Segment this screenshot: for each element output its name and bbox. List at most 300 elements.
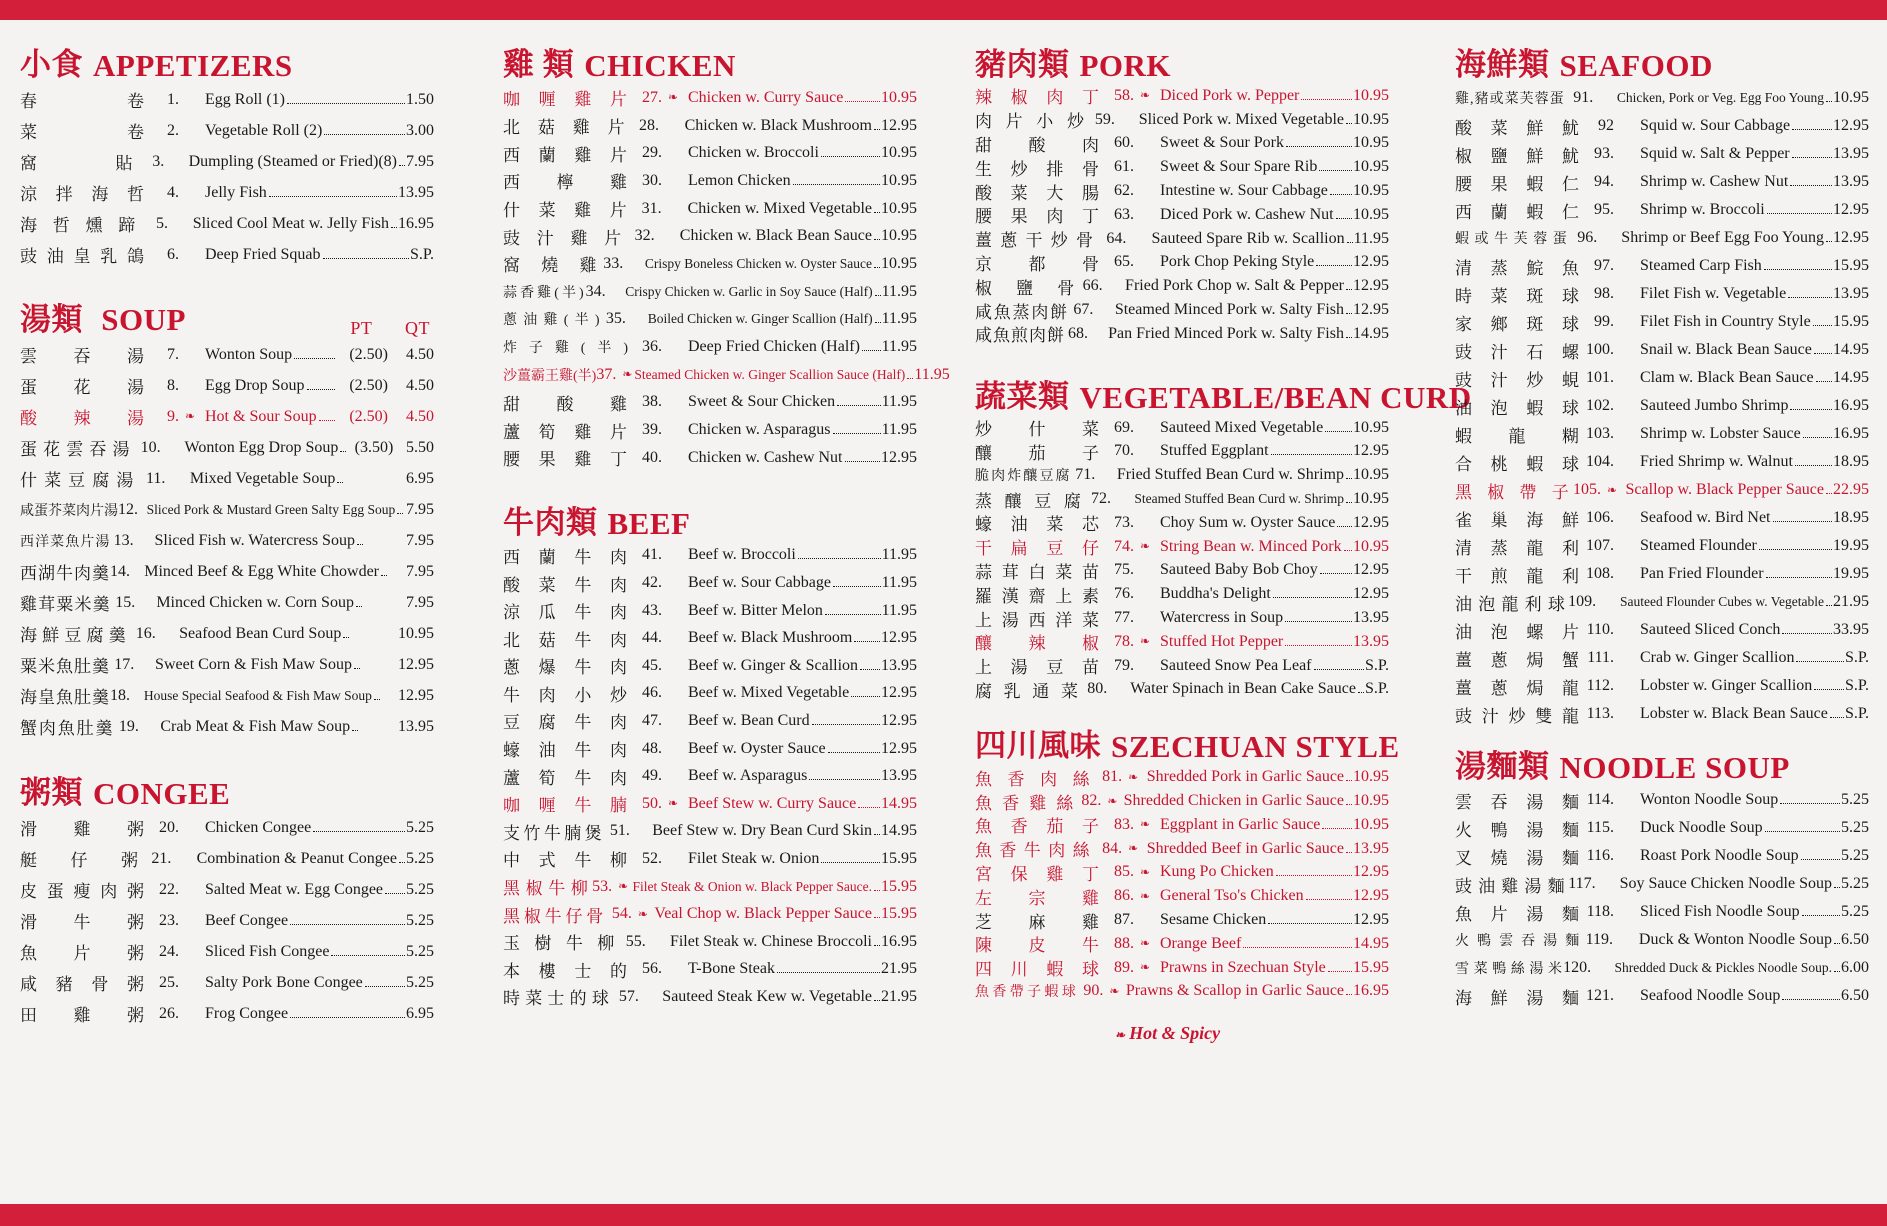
item-chinese-name: 雞茸粟米羹 — [20, 595, 111, 614]
item-number: 76. — [1114, 585, 1134, 603]
item-number: 6. — [167, 245, 179, 263]
item-english-name: Steamed Flounder — [1640, 537, 1757, 554]
menu-item-row — [975, 956, 1389, 980]
item-english-name: Choy Sum w. Oyster Sauce — [1160, 513, 1336, 531]
item-price: 6.50 — [1841, 931, 1869, 948]
menu-item-row — [503, 707, 917, 735]
item-number: 105. — [1573, 481, 1601, 498]
item-price: 12.95 — [881, 629, 917, 647]
item-english-name-line — [1640, 117, 1869, 135]
item-english-name: Watercress in Soup — [1160, 609, 1284, 627]
item-chinese-name: 蘆筍雞片 — [503, 422, 628, 442]
item-price: 15.95 — [1353, 958, 1389, 976]
section-title-zh: 湯類 — [20, 302, 83, 337]
item-english-name: Sweet Corn & Fish Maw Soup — [155, 655, 352, 673]
dot-leader — [1273, 597, 1352, 598]
menu-item-row — [1455, 84, 1869, 112]
menu-item-row — [975, 582, 1389, 606]
item-english-name: Crab Meat & Fish Maw Soup — [160, 717, 351, 735]
item-english-name-line — [1640, 987, 1869, 1005]
section-title — [20, 764, 434, 812]
menu-item-row — [975, 559, 1389, 583]
menu-item-row — [1455, 168, 1869, 196]
menu-item-row — [20, 680, 434, 711]
item-chinese-name: 肉片小炒 — [975, 112, 1085, 132]
hot-spicy-label: Hot & Spicy — [1129, 1023, 1221, 1044]
item-english-name: Mixed Vegetable Soup — [189, 469, 336, 487]
dot-leader — [1814, 353, 1832, 354]
dot-leader — [874, 945, 880, 946]
section-noodle-soup — [1455, 738, 1869, 1010]
menu-item-row — [975, 861, 1389, 885]
item-price: 10.95 — [881, 171, 917, 189]
dot-leader — [399, 165, 405, 166]
item-price: 10.95 — [881, 227, 917, 245]
item-number: 54. — [611, 905, 632, 923]
item-english-name: Filet Steak w. Onion — [688, 849, 820, 867]
dot-leader — [323, 258, 409, 259]
item-english-name: Filet Fish in Country Style — [1640, 313, 1811, 330]
item-english-name-line — [1640, 425, 1869, 443]
item-number: 96. — [1577, 229, 1598, 246]
item-english-name-line — [1620, 875, 1869, 893]
menu-item-row — [503, 542, 917, 570]
item-english-name-line — [1160, 87, 1389, 105]
item-price: 12.95 — [1353, 442, 1389, 460]
dot-leader — [1243, 947, 1352, 948]
dot-leader — [1795, 465, 1832, 466]
item-english-name: Squid w. Sour Cabbage — [1640, 117, 1791, 134]
item-number: 28. — [638, 116, 659, 134]
item-english-name: Seafood w. Bird Net — [1640, 509, 1771, 526]
item-english-name: Beef Stew w. Curry Sauce — [688, 794, 857, 812]
item-price: 10.95 — [1353, 134, 1389, 152]
item-english-name-line — [1640, 537, 1869, 555]
item-chinese-name: 西蘭雞片 — [503, 145, 628, 165]
dot-leader — [1790, 409, 1832, 410]
item-chinese-name: 火鴨雲吞湯麵 — [1455, 934, 1580, 949]
item-price-quart: 7.95 — [406, 562, 434, 580]
item-chinese-name: 魚片湯麵 — [1455, 904, 1580, 924]
section-title — [975, 36, 1389, 84]
item-english-name: Seafood Noodle Soup — [1640, 987, 1781, 1004]
item-number: 71. — [1075, 466, 1096, 484]
item-price: 11.95 — [881, 282, 918, 300]
item-english-name: Clam w. Black Bean Sauce — [1640, 369, 1814, 386]
item-english-name: Minced Beef & Egg White Chowder — [144, 562, 379, 580]
item-chinese-name: 魚片粥 — [20, 944, 145, 963]
item-english-name: T-Bone Steak — [688, 960, 775, 978]
item-english-name-line — [688, 629, 917, 647]
item-price: 10.95 — [1353, 537, 1389, 555]
menu-item-row — [20, 936, 434, 967]
item-english-name: Steamed Minced Pork w. Salty Fish — [1114, 301, 1344, 319]
item-english-name-line — [1640, 791, 1869, 809]
item-english-name-line — [205, 943, 434, 961]
dot-leader — [1268, 923, 1352, 924]
item-price: 12.95 — [1353, 301, 1389, 319]
item-chinese-name: 咸魚蒸肉餅 — [975, 302, 1069, 322]
menu-item-row — [503, 112, 917, 140]
item-english-name: Beef w. Sour Cabbage — [688, 574, 831, 592]
dot-leader — [1346, 852, 1352, 853]
section-title-en: CONGEE — [93, 776, 231, 811]
item-price: 5.25 — [406, 973, 434, 991]
item-english-name: Chicken w. Mixed Vegetable — [687, 199, 872, 217]
dot-leader — [1322, 828, 1352, 829]
item-chinese-name: 雀巢海鮮 — [1455, 510, 1580, 530]
menu-item-row — [503, 845, 917, 873]
item-price-quart: 7.95 — [406, 593, 434, 611]
dot-leader — [1328, 971, 1352, 972]
item-english-name: Lemon Chicken — [688, 171, 791, 189]
menu-item-row — [975, 678, 1389, 702]
item-number: 115. — [1586, 819, 1614, 836]
item-number: 72. — [1091, 490, 1111, 508]
item-price: 5.25 — [406, 911, 434, 929]
item-english-name: Deep Fried Chicken (Half) — [688, 338, 860, 356]
dot-leader — [307, 389, 335, 390]
item-list — [1455, 84, 1869, 728]
menu-item-row — [20, 370, 434, 401]
section-appetizers — [20, 36, 434, 270]
item-chinese-name: 春卷 — [20, 92, 145, 111]
item-chinese-name: 海鮮湯麵 — [1455, 988, 1580, 1008]
menu-item-row — [975, 84, 1389, 108]
dot-leader — [1816, 381, 1832, 382]
item-number: 42. — [642, 574, 662, 592]
item-chinese-name: 涼拌海哲 — [20, 185, 145, 204]
item-english-name: Diced Pork w. Cashew Nut — [1160, 205, 1334, 223]
item-english-name-line — [144, 563, 388, 581]
dot-leader — [331, 955, 405, 956]
pepper-icon: ❧ — [622, 367, 633, 382]
pepper-icon: ❧ — [1140, 864, 1151, 879]
item-price: 18.95 — [1833, 509, 1869, 526]
section-title-zh: 蔬菜類 — [975, 378, 1070, 414]
item-number: 74. — [1114, 537, 1134, 555]
item-english-name-line — [1125, 277, 1389, 295]
item-english-name-line — [1160, 538, 1389, 556]
item-english-name-line — [688, 393, 917, 411]
item-number: 46. — [642, 684, 662, 702]
item-english-name: Chicken Congee — [205, 818, 312, 836]
item-english-name: Duck Noodle Soup — [1640, 819, 1763, 836]
item-price: 13.95 — [1833, 285, 1869, 302]
item-number: 81. — [1102, 768, 1123, 786]
item-english-name: Beef w. Mixed Vegetable — [688, 684, 850, 702]
menu-column-1 — [20, 36, 434, 1029]
item-number: 120. — [1563, 959, 1592, 976]
item-price: 10.95 — [1352, 110, 1389, 128]
item-english-name: Beef w. Black Mushroom — [688, 629, 853, 647]
item-english-name-line — [1640, 649, 1869, 667]
dot-leader — [854, 641, 880, 642]
item-english-name: Squid w. Salt & Pepper — [1640, 145, 1790, 162]
item-number: 65. — [1114, 253, 1134, 271]
item-number: 82. — [1081, 792, 1102, 810]
item-english-name: Frog Congee — [205, 1004, 289, 1022]
item-number: 37. — [596, 365, 617, 383]
item-chinese-name: 牛肉小炒 — [503, 685, 628, 705]
item-english-name-line — [1151, 230, 1389, 248]
section-title-zh: 湯麵類 — [1455, 749, 1550, 784]
dot-leader — [319, 420, 335, 421]
item-english-name: Sliced Fish Congee — [205, 942, 330, 960]
item-price: 21.95 — [1833, 593, 1869, 610]
item-number: 48. — [642, 739, 662, 757]
pepper-icon: ❧ — [637, 906, 648, 921]
item-price: 11.95 — [881, 574, 917, 592]
item-english-name-line — [156, 594, 363, 612]
item-number: 60. — [1114, 134, 1134, 152]
section-title-en: VEGETABLE/BEAN CURD — [1079, 379, 1472, 415]
menu-item-row — [975, 155, 1389, 179]
dot-leader — [1319, 170, 1352, 171]
item-number: 106. — [1586, 509, 1614, 526]
dot-leader — [290, 1017, 405, 1018]
dot-leader — [1767, 213, 1832, 214]
pepper-icon: ❧ — [1140, 539, 1151, 554]
dot-leader — [1764, 269, 1832, 270]
menu-item-row — [975, 298, 1389, 322]
item-price: 16.95 — [1353, 982, 1390, 1000]
item-english-name: Egg Roll (1) — [205, 90, 285, 108]
dot-leader — [825, 614, 881, 615]
item-number: 20. — [159, 818, 179, 836]
menu-item-row — [1455, 112, 1869, 140]
item-english-name-line — [1160, 816, 1389, 834]
item-number: 91. — [1573, 89, 1594, 106]
item-chinese-name: 蝦或牛芙蓉蛋 — [1455, 232, 1567, 247]
item-english-name: Diced Pork w. Pepper — [1160, 86, 1300, 104]
dot-leader — [858, 807, 880, 808]
item-english-name-line — [688, 740, 917, 758]
item-number: 94. — [1594, 173, 1614, 190]
section-chicken — [503, 36, 950, 472]
pepper-icon: ❧ — [1140, 88, 1151, 103]
dot-leader — [845, 101, 880, 102]
item-english-name-line — [1640, 369, 1869, 387]
menu-item-row — [975, 274, 1389, 298]
item-number: 3. — [152, 152, 165, 170]
menu-item-row — [503, 195, 917, 223]
item-chinese-name: 西蘭蝦仁 — [1455, 202, 1580, 222]
item-number: 109. — [1568, 593, 1597, 610]
item-english-name: Filet Steak w. Chinese Broccoli — [669, 932, 872, 950]
item-english-name: Water Spinach in Bean Cake Sauce — [1130, 680, 1356, 698]
dot-leader — [1813, 325, 1832, 326]
dot-leader — [337, 482, 343, 483]
pepper-icon: ❧ — [1115, 1028, 1126, 1043]
item-english-name: Fried Stuffed Bean Curd w. Shrimp — [1116, 466, 1344, 484]
dot-leader — [833, 433, 881, 434]
menu-item-row — [1455, 982, 1869, 1010]
item-english-name-line — [688, 602, 917, 620]
item-chinese-name: 油泡螺片 — [1455, 622, 1580, 642]
item-english-name-line — [688, 960, 917, 978]
item-chinese-name: 北菇牛肉 — [503, 630, 628, 650]
dot-leader — [798, 558, 881, 559]
section-title-en: SEAFOOD — [1559, 48, 1713, 83]
dot-leader — [1782, 999, 1840, 1000]
dot-leader — [1826, 493, 1832, 494]
item-number: 1. — [167, 90, 179, 108]
item-english-name-line — [1639, 931, 1869, 949]
dot-leader — [287, 103, 405, 104]
section-title-en: SOUP — [101, 302, 186, 337]
item-price: 12.95 — [1833, 117, 1869, 134]
item-number: 40. — [642, 448, 662, 466]
dot-leader — [1814, 689, 1844, 690]
item-number: 35. — [605, 310, 626, 328]
item-chinese-name: 黑椒帶子 — [1455, 482, 1570, 502]
menu-item-row — [1455, 336, 1869, 364]
menu-item-row — [20, 339, 434, 370]
item-english-name-line — [205, 91, 434, 109]
dot-leader — [1285, 645, 1352, 646]
item-price: 7.95 — [405, 152, 434, 170]
item-price-pint: (2.50) — [349, 407, 388, 425]
menu-item-row — [1455, 672, 1869, 700]
dot-leader — [1301, 99, 1352, 100]
item-number: 47. — [642, 711, 662, 729]
item-number: 18. — [110, 686, 130, 704]
item-chinese-name: 豉汁雞片 — [503, 228, 623, 248]
item-price: 5.25 — [1841, 847, 1869, 864]
item-english-name-line — [1160, 633, 1389, 651]
menu-item-row — [1455, 280, 1869, 308]
dot-leader — [1826, 605, 1832, 606]
item-english-name: Wonton Noodle Soup — [1640, 791, 1779, 808]
menu-item-row — [503, 956, 917, 984]
item-chinese-name: 干扁豆仔 — [975, 539, 1100, 559]
item-english-name: Beef w. Oyster Sauce — [688, 739, 826, 757]
item-chinese-name: 滑雞粥 — [20, 820, 145, 839]
section-title-en: BEEF — [607, 505, 691, 541]
item-number: 69. — [1114, 418, 1134, 436]
item-number: 64. — [1106, 229, 1127, 247]
item-number: 31. — [641, 199, 662, 217]
item-english-name-line — [634, 366, 949, 384]
item-price: 14.95 — [881, 794, 917, 812]
item-price-pint: (2.50) — [349, 376, 388, 394]
item-chinese-name: 芝麻雞 — [975, 912, 1100, 932]
item-chinese-name: 黑椒牛柳 — [503, 879, 589, 899]
item-price: 13.95 — [398, 183, 434, 201]
item-price: 16.95 — [881, 932, 917, 950]
dot-leader — [874, 239, 880, 240]
item-english-name-line — [688, 200, 917, 218]
item-english-name-line — [685, 117, 917, 135]
item-english-name: Beef Congee — [205, 911, 289, 929]
menu-item-row — [975, 813, 1389, 837]
item-chinese-name: 蒸釀豆腐 — [975, 491, 1082, 511]
item-number: 68. — [1067, 324, 1088, 342]
item-number: 95. — [1594, 201, 1614, 218]
dot-leader — [1826, 101, 1832, 102]
item-number: 61. — [1114, 158, 1134, 176]
menu-item-row — [503, 624, 917, 652]
item-price-pint: (2.50) — [349, 345, 388, 363]
section-title — [1455, 36, 1869, 84]
menu-item-row — [1455, 870, 1869, 898]
section-title-zh: 海鮮類 — [1455, 47, 1550, 82]
menu-item-row — [1455, 814, 1869, 842]
item-chinese-name: 咖喱牛腩 — [503, 796, 628, 816]
item-english-name-line — [1115, 301, 1389, 319]
dot-leader — [1271, 454, 1352, 455]
item-chinese-name: 蠔油菜芯 — [975, 515, 1100, 535]
dot-leader — [1782, 633, 1832, 634]
item-english-name-line — [1160, 253, 1389, 271]
item-english-name-line — [1160, 182, 1389, 200]
dot-leader — [793, 184, 880, 185]
menu-item-row — [975, 108, 1389, 132]
item-number: 45. — [642, 656, 662, 674]
item-price-quart: 10.95 — [398, 624, 434, 642]
item-number: 21. — [151, 849, 172, 867]
item-chinese-name: 海哲燻蹄 — [20, 216, 137, 235]
item-price: 15.95 — [1833, 257, 1869, 274]
item-english-name: Beef w. Bitter Melon — [688, 601, 823, 619]
item-list — [503, 84, 950, 472]
item-english-name: String Bean w. Minced Pork — [1160, 537, 1342, 555]
dot-leader — [1285, 621, 1352, 622]
menu-item-row — [20, 618, 434, 649]
section-title — [975, 717, 1400, 765]
item-number: 52. — [642, 849, 662, 867]
bottom-red-band — [0, 1204, 1887, 1226]
menu-item-row — [503, 444, 917, 472]
item-chinese-name: 蘆筍牛肉 — [503, 768, 628, 788]
item-price-quart: 12.95 — [398, 655, 434, 673]
item-english-name: Sliced Fish Noodle Soup — [1640, 903, 1800, 920]
item-number: 70. — [1114, 442, 1134, 460]
item-english-name-line — [1160, 158, 1389, 176]
item-english-name-line — [154, 532, 363, 550]
item-number: 15. — [115, 593, 136, 611]
item-english-name: Sliced Pork & Mustard Green Salty Egg Soup — [146, 501, 396, 517]
dot-leader — [1792, 129, 1832, 130]
item-english-name: Eggplant in Garlic Sauce — [1160, 815, 1321, 833]
item-english-name-line — [1160, 935, 1389, 953]
item-number: 112. — [1586, 677, 1614, 694]
dot-leader — [1788, 297, 1832, 298]
item-number: 98. — [1594, 285, 1614, 302]
menu-item-row — [975, 932, 1389, 956]
dot-leader — [874, 834, 880, 835]
item-number: 116. — [1586, 847, 1614, 864]
menu-item-row — [503, 983, 917, 1011]
item-chinese-name: 魚香雞絲 — [975, 793, 1075, 813]
menu-item-row — [503, 278, 917, 306]
item-number: 36. — [642, 338, 662, 356]
item-chinese-name: 雞,豬或菜芙蓉蛋 — [1455, 92, 1564, 107]
item-price: 10.95 — [1353, 158, 1389, 176]
item-english-name-line — [1640, 509, 1869, 527]
dot-leader — [1346, 804, 1352, 805]
item-english-name: Beef w. Asparagus — [688, 767, 808, 785]
item-chinese-name: 魚香茄子 — [975, 817, 1100, 837]
item-price: 10.95 — [881, 199, 917, 217]
item-english-name-line — [1160, 657, 1389, 675]
menu-item-row — [1455, 448, 1869, 476]
item-price: 5.25 — [405, 849, 434, 867]
item-english-name-line — [190, 470, 344, 488]
item-number: 87. — [1114, 911, 1134, 928]
pepper-icon: ❧ — [1140, 936, 1151, 951]
